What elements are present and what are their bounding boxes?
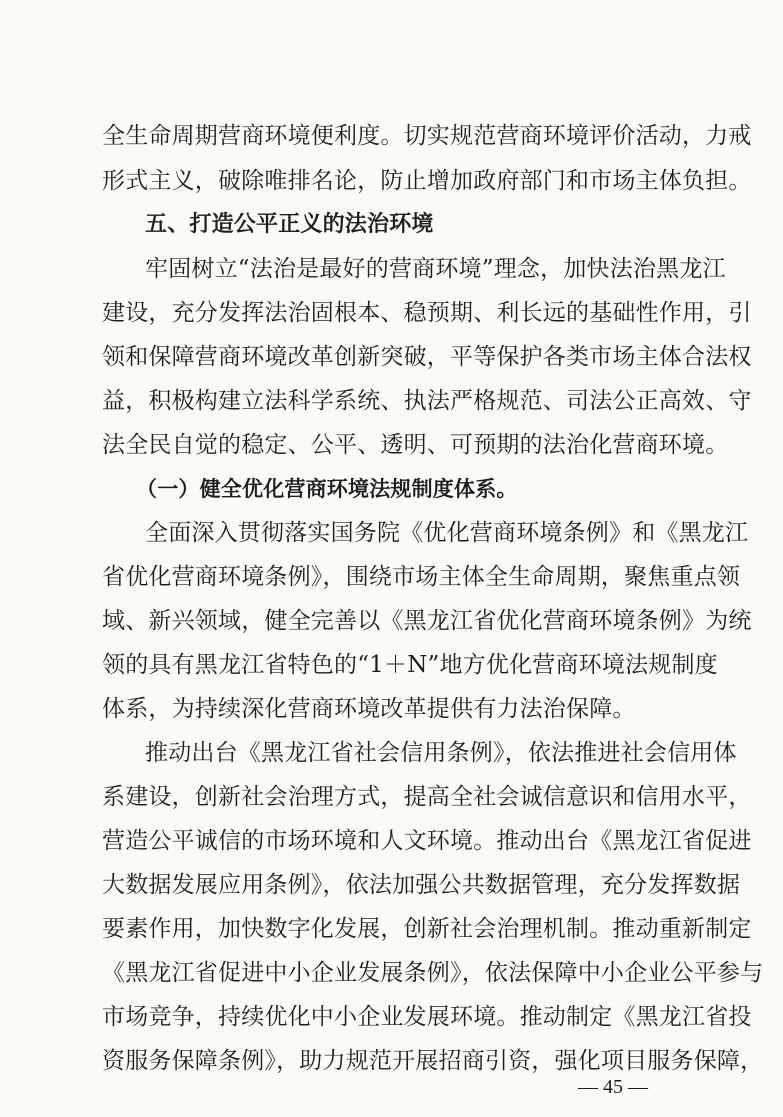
paragraph-line: 建设，充分发挥法治固根本、稳预期、利长远的基础性作用，引 — [102, 300, 752, 326]
page-number: — 45 — — [578, 1076, 648, 1098]
paragraph-line: 牢固树立“法治是最好的营商环境”理念，加快法治黑龙江 — [145, 256, 726, 282]
section-heading: 五、打造公平正义的法治环境 — [145, 212, 434, 237]
paragraph-line: 形式主义，破除唯排名论，防止增加政府部门和市场主体负担。 — [102, 168, 752, 194]
paragraph-line: 系建设，创新社会治理方式，提高全社会诚信意识和信用水平， — [102, 784, 752, 810]
paragraph-line: 领和保障营商环境改革创新突破，平等保护各类市场主体合法权 — [102, 344, 752, 370]
paragraph-line: 市场竞争，持续优化中小企业发展环境。推动制定《黑龙江省投 — [102, 1004, 752, 1030]
paragraph-line: 要素作用，加快数字化发展，创新社会治理机制。推动重新制定 — [102, 916, 752, 942]
paragraph-line: 体系，为持续深化营商环境改革提供有力法治保障。 — [102, 696, 636, 722]
paragraph-line: 推动出台《黑龙江省社会信用条例》，依法推进社会信用体 — [145, 740, 737, 766]
paragraph-line: 全面深入贯彻落实国务院《优化营商环境条例》和《黑龙江 — [145, 520, 749, 546]
subsection-heading: （一）健全优化营商环境法规制度体系。 — [136, 476, 518, 501]
paragraph-line: 全生命周期营商环境便利度。切实规范营商环境评价活动，力戒 — [102, 123, 752, 149]
paragraph-line: 营造公平诚信的市场环境和人文环境。推动出台《黑龙江省促进 — [102, 828, 752, 854]
paragraph-line: 域、新兴领域，健全完善以《黑龙江省优化营商环境条例》为统 — [102, 608, 752, 634]
paragraph-line: 资服务保障条例》，助力规范开展招商引资，强化项目服务保障， — [102, 1048, 764, 1074]
paragraph-line: 法全民自觉的稳定、公平、透明、可预期的法治化营商环境。 — [102, 432, 729, 458]
paragraph-line: 领的具有黑龙江省特色的“1＋N”地方优化营商环境法规制度 — [102, 652, 718, 678]
paragraph-line: 省优化营商环境条例》，围绕市场主体全生命周期，聚焦重点领 — [102, 564, 741, 590]
paragraph-line: 益，积极构建立法科学系统、执法严格规范、司法公正高效、守 — [102, 388, 752, 414]
paragraph-line: 《黑龙江省促进中小企业发展条例》，依法保障中小企业公平参与 — [102, 960, 764, 986]
paragraph-line: 大数据发展应用条例》，依法加强公共数据管理，充分发挥数据 — [102, 872, 741, 898]
